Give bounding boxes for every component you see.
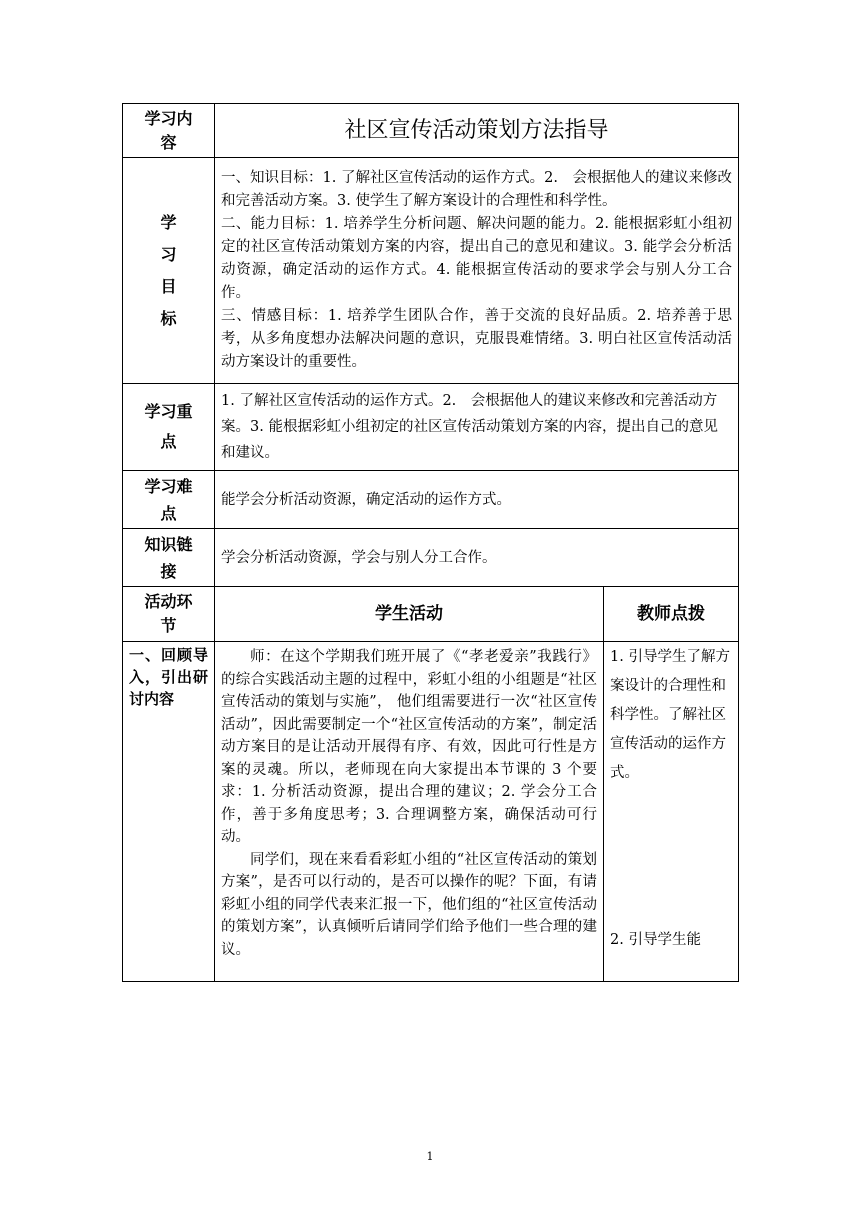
keypoints-text: 1. 了解社区宣传活动的运作方式。2. 会根据他人的建议来修改和完善活动方案。3. 能根据彩虹小组初定的社区宣传活动策划方案的内容，提出自己的意见和建议。: [215, 384, 739, 471]
section-review-intro: 一、回顾导入，引出研讨内容: [123, 642, 215, 982]
label-difficulty: 学习难点: [123, 471, 215, 529]
row-goals: [123, 158, 739, 384]
goal-knowledge: 一、知识目标：1. 了解社区宣传活动的运作方式。2. 会根据他人的建议来修改和完善活动方案。3. 使学生了解方案设计的合理性和科学性。: [221, 170, 733, 209]
row-activity-1: [123, 642, 739, 982]
goal-ability: 二、能力目标：1. 培养学生分析问题、解决问题的能力。2. 能根据彩虹小组初定的社区宣传活动策划方案的内容，提出自己的意见和建议。3. 能学会分析活动资源，确定活动的运作方式。4. 能根据宣传活动的要求学会与别人分工合作。: [221, 216, 733, 301]
row-link: [123, 529, 739, 587]
goals-text: [215, 158, 739, 384]
header-activity-step: 活动环节: [123, 587, 215, 642]
header-teacher-guidance: 教师点拨: [604, 587, 739, 642]
link-text: 学会分析活动资源，学会与别人分工合作。: [215, 529, 739, 587]
row-keypoints: [123, 384, 739, 471]
page-number: 1: [426, 1150, 434, 1163]
label-goals: 学 习 目 标: [123, 158, 215, 384]
label-content: 学习内容: [123, 104, 215, 158]
lesson-title: 社区宣传活动策划方法指导: [215, 104, 739, 158]
label-keypoints: 学习重点: [123, 384, 215, 471]
student-activity-p1: 师：在这个学期我们班开展了《“孝老爱亲”我践行》的综合实践活动主题的过程中，彩虹小组的小组题是“社区宣传活动的策划与实施”， 他们组需要进行一次“社区宣传活动”，因此需要制定一个“社区宣传活动的方案”，制定活动方案目的是让活动开展得有序、有效，因此可行性是方案的灵魂。所以，老师现在向大家提出本节课的 3 个要求：1. 分析活动资源，提出合理的建议；2. 学会分工合作，善于多角度思考；3. 合理调整方案，确保活动可行动。: [221, 649, 597, 845]
lesson-plan-table: [122, 103, 739, 982]
difficulty-text: 能学会分析活动资源，确定活动的运作方式。: [215, 471, 739, 529]
header-student-activity: 学生活动: [215, 587, 604, 642]
label-link: 知识链接: [123, 529, 215, 587]
teacher-guidance-2: 2. 引导学生能: [610, 932, 701, 948]
student-activity-p2: 同学们，现在来看看彩虹小组的“社区宣传活动的策划方案”，是否可以行动的，是否可以操作的呢？下面，有请彩虹小组的同学代表来汇报一下，他们组的“社区宣传活动的策划方案”，认真倾听后请同学们给予他们一些合理的建议。: [221, 851, 597, 958]
teacher-guidance-text: [604, 642, 739, 982]
goal-emotion: 三、情感目标：1. 培养学生团队合作，善于交流的良好品质。2. 培养善于思考，从多角度想办法解决问题的意识，克服畏难情绪。3. 明白社区宣传活动活动方案设计的重要性。: [221, 308, 733, 370]
row-content: [123, 104, 739, 158]
row-activity-header: [123, 587, 739, 642]
student-activity-text: [215, 642, 604, 982]
teacher-guidance-1: 1. 引导学生了解方案设计的合理性和科学性。了解社区宣传活动的运作方式。: [610, 649, 730, 781]
row-difficulty: [123, 471, 739, 529]
